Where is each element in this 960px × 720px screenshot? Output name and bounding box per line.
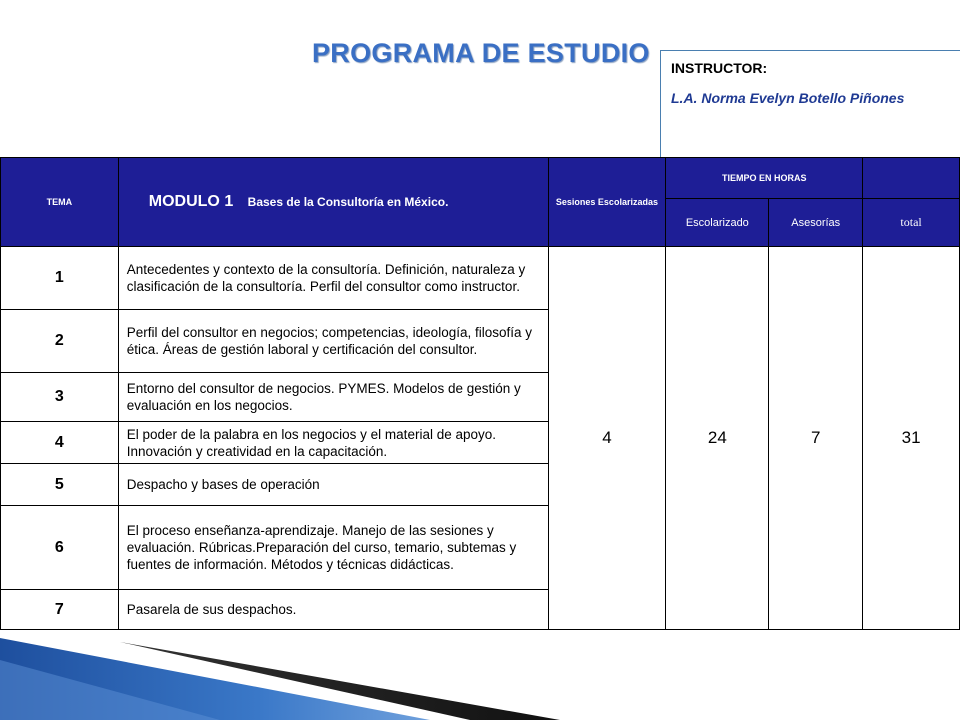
escolarizado-header: Escolarizado bbox=[666, 199, 769, 247]
escolarizado-value: 24 bbox=[666, 247, 769, 630]
module-subtitle: Bases de la Consultoría en México. bbox=[247, 195, 449, 209]
total-value: 31 bbox=[863, 247, 960, 630]
total-header: total bbox=[863, 199, 960, 247]
row-number: 4 bbox=[1, 422, 119, 464]
module-header bbox=[118, 158, 548, 247]
asesorias-value: 7 bbox=[769, 247, 863, 630]
instructor-label: INSTRUCTOR: bbox=[671, 60, 768, 76]
instructor-box bbox=[660, 50, 960, 158]
row-number: 1 bbox=[1, 247, 119, 310]
sesiones-value: 4 bbox=[548, 247, 666, 630]
study-program-table bbox=[0, 157, 960, 630]
instructor-name: L.A. Norma Evelyn Botello Piñones bbox=[671, 90, 905, 106]
row-topic: Pasarela de sus despachos. bbox=[118, 590, 548, 630]
row-topic: Entorno del consultor de negocios. PYMES. Modelos de gestión y evaluación en los negocios. bbox=[118, 373, 548, 422]
table-row bbox=[1, 247, 960, 310]
row-number: 7 bbox=[1, 590, 119, 630]
tema-header: TEMA bbox=[1, 158, 119, 247]
row-topic: Despacho y bases de operación bbox=[118, 464, 548, 506]
sesiones-header: Sesiones Escolarizadas bbox=[548, 158, 666, 247]
row-topic: El proceso enseñanza-aprendizaje. Manejo de las sesiones y evaluación. Rúbricas.Preparación del curso, temario, subtemas y fuentes de información. Métodos y técnicas didácticas. bbox=[118, 506, 548, 590]
asesorias-header: Asesorías bbox=[769, 199, 863, 247]
row-topic: Antecedentes y contexto de la consultoría. Definición, naturaleza y clasificación de la consultoría. Perfil del consultor como instructor. bbox=[118, 247, 548, 310]
module-title: MODULO 1 bbox=[148, 193, 234, 210]
row-number: 5 bbox=[1, 464, 119, 506]
row-number: 6 bbox=[1, 506, 119, 590]
row-topic: Perfil del consultor en negocios; competencias, ideología, filosofía y ética. Áreas de gestión laboral y certificación del consultor. bbox=[118, 310, 548, 373]
total-top-header bbox=[863, 158, 960, 199]
row-number: 3 bbox=[1, 373, 119, 422]
page-title: PROGRAMA DE ESTUDIO bbox=[312, 38, 650, 68]
row-topic: El poder de la palabra en los negocios y el material de apoyo. Innovación y creatividad en la capacitación. bbox=[118, 422, 548, 464]
tiempo-header: TIEMPO EN HORAS bbox=[666, 158, 863, 199]
decorative-swoosh bbox=[0, 620, 560, 720]
row-number: 2 bbox=[1, 310, 119, 373]
